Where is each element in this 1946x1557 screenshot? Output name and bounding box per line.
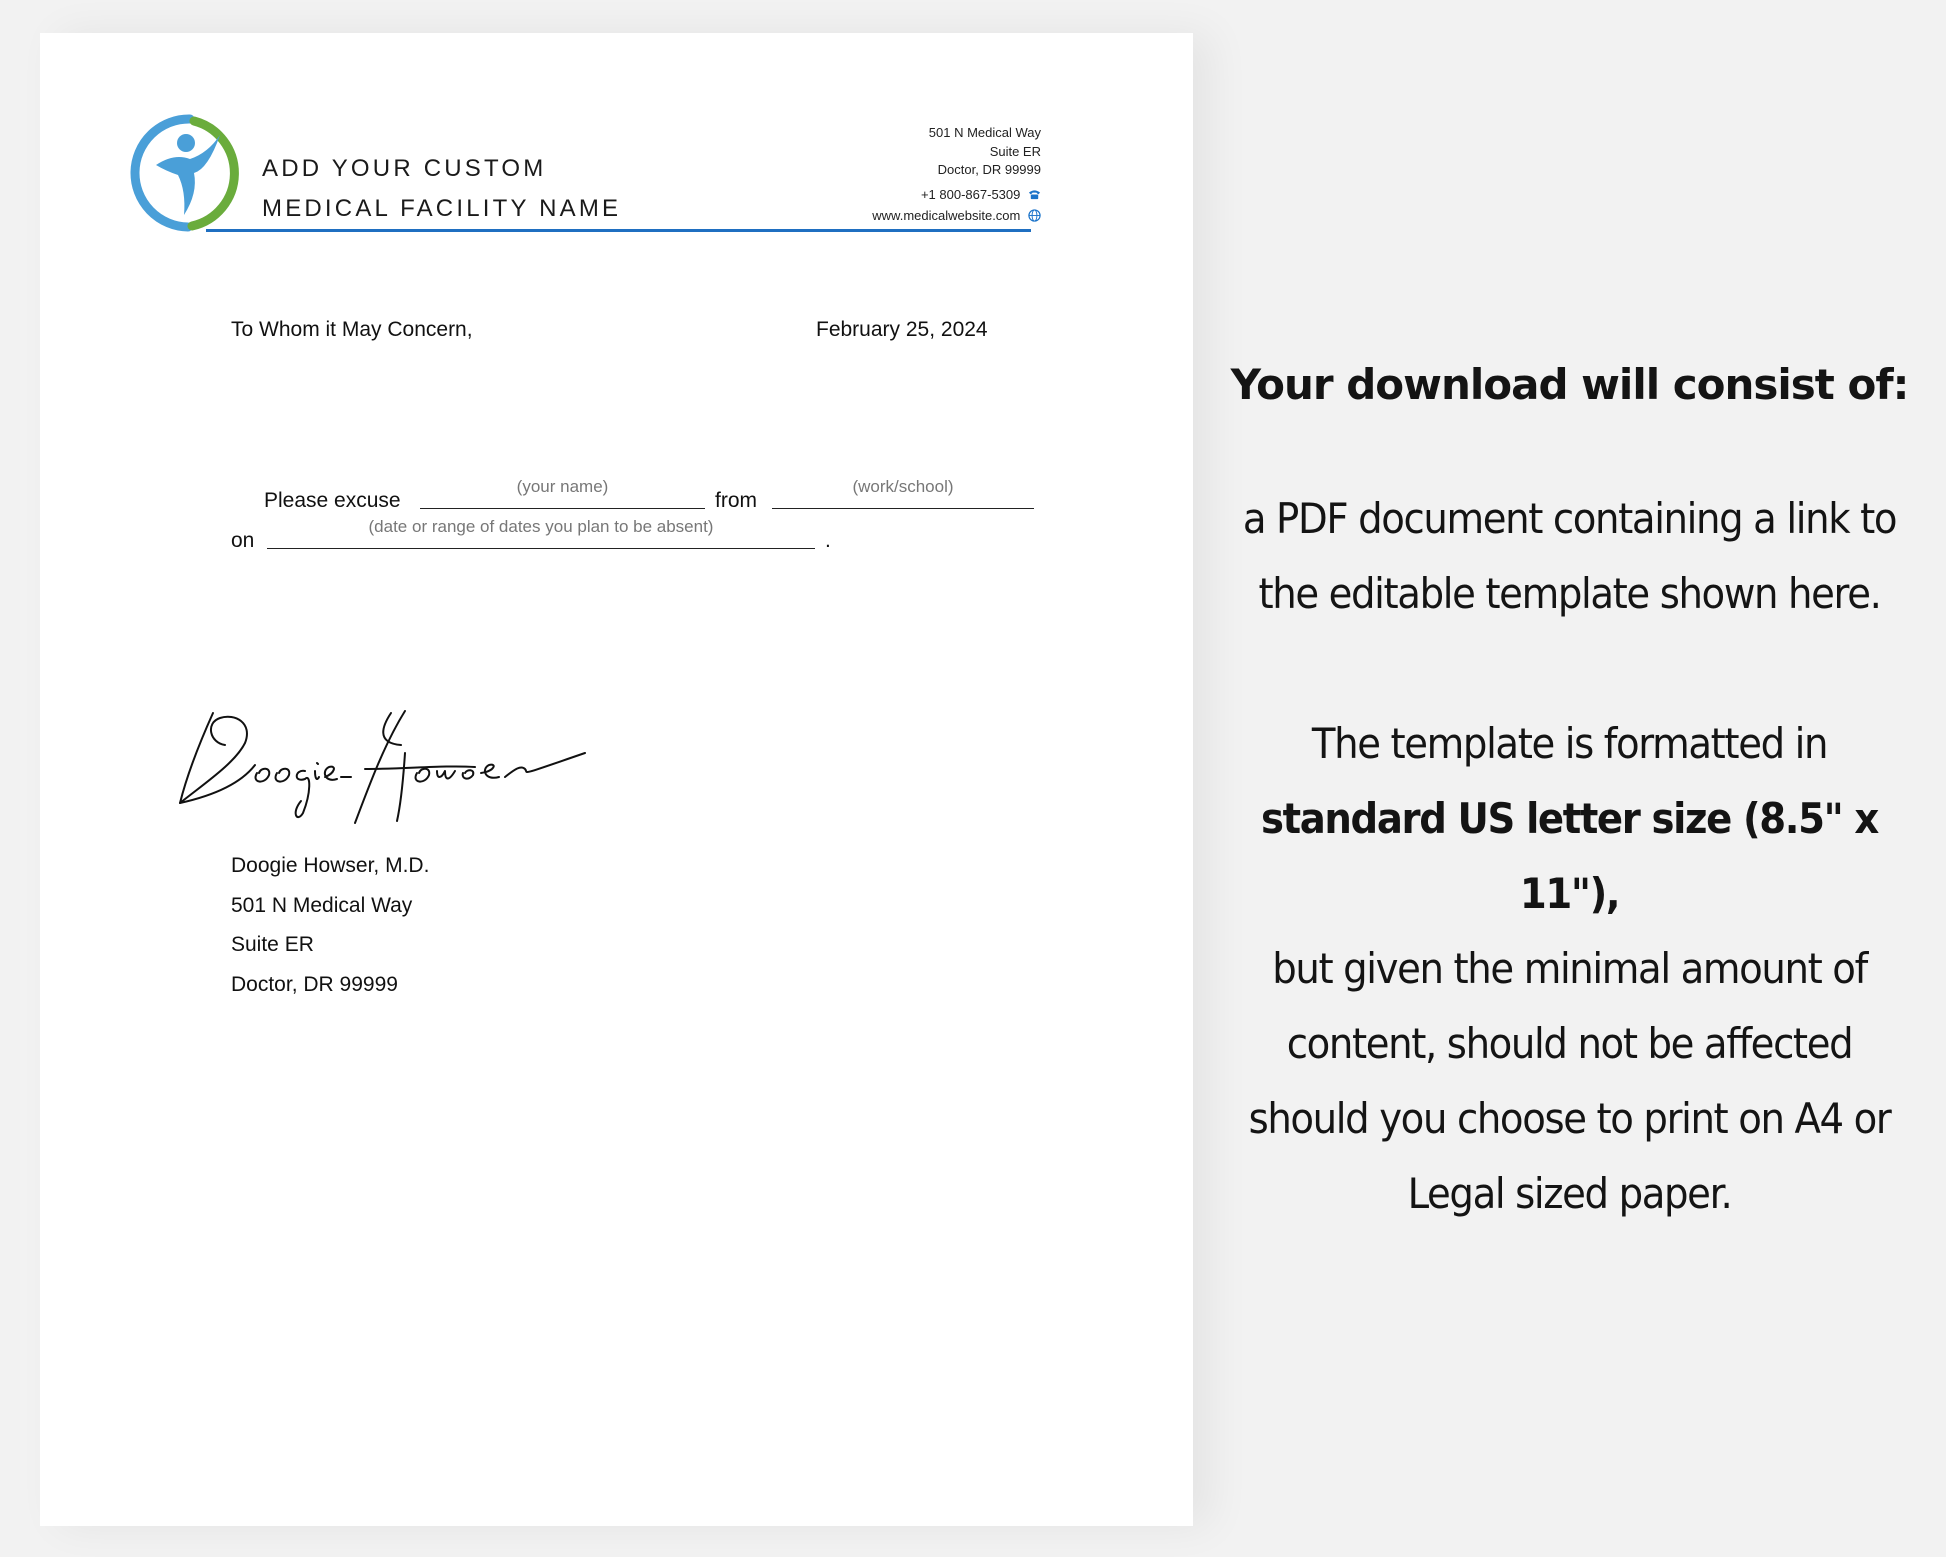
phone-number: +1 800-867-5309	[920, 186, 1021, 202]
dates-field[interactable]	[267, 515, 815, 549]
letterhead-contact	[741, 124, 1041, 226]
from-label: from	[715, 489, 757, 512]
workplace-field[interactable]	[772, 475, 1034, 509]
letter-size-emphasis: standard US letter size (8.5" x 11"),	[1261, 794, 1878, 918]
description-heading: Your download will consist of:	[1230, 360, 1909, 409]
signature-image	[165, 673, 595, 833]
on-label: on	[231, 529, 255, 552]
paragraph-2-line-5: should you choose to print on A4 or	[1248, 1094, 1891, 1143]
dates-sentence	[231, 515, 871, 555]
description-paragraph-1	[1223, 481, 1916, 631]
medical-logo-icon	[128, 113, 248, 233]
download-description	[1193, 360, 1946, 1231]
facility-name	[262, 149, 621, 229]
sentence-period: .	[825, 529, 831, 552]
description-paragraph-2	[1223, 706, 1916, 1231]
signer-name: Doogie Howser, M.D.	[231, 854, 430, 877]
dates-placeholder: (date or range of dates you plan to be absent)	[368, 517, 714, 536]
website-url: www.medicalwebsite.com	[872, 208, 1021, 223]
name-placeholder: (your name)	[516, 477, 609, 496]
letter-page	[40, 33, 1193, 1526]
paragraph-1-line-2: the editable template shown here.	[1258, 569, 1881, 618]
facility-name-line2: MEDICAL FACILITY NAME	[262, 195, 622, 222]
paragraph-1-line-1: a PDF document containing a link to	[1242, 494, 1897, 543]
city-line: Doctor, DR 99999	[937, 162, 1041, 177]
paragraph-2-bold-line	[1223, 781, 1916, 931]
suite-line: Suite ER	[989, 143, 1041, 159]
name-field[interactable]	[420, 475, 705, 509]
signer-block	[231, 846, 429, 1004]
letterhead-divider	[206, 229, 1031, 232]
phone-icon	[1028, 188, 1041, 201]
globe-icon	[1028, 209, 1041, 222]
excuse-sentence	[264, 475, 1034, 515]
excuse-label: Please excuse	[264, 489, 401, 512]
workplace-placeholder: (work/school)	[852, 477, 954, 496]
paragraph-2-line-1: The template is formatted in	[1311, 719, 1828, 768]
salutation: To Whom it May Concern,	[231, 318, 473, 341]
phone-row	[741, 186, 1041, 205]
signer-address-line: 501 N Medical Way	[231, 893, 413, 917]
paragraph-2-line-4: content, should not be affected	[1286, 1019, 1853, 1068]
website-row	[741, 207, 1041, 226]
paragraph-2-line-6: Legal sized paper.	[1407, 1169, 1732, 1218]
paragraph-2-line-3: but given the minimal amount of	[1272, 944, 1867, 993]
facility-name-line1: ADD YOUR CUSTOM	[262, 155, 547, 182]
letter-date: February 25, 2024	[816, 318, 988, 341]
signer-city-line: Doctor, DR 99999	[231, 972, 398, 996]
signer-suite-line: Suite ER	[231, 933, 314, 956]
address-line: 501 N Medical Way	[928, 125, 1041, 140]
